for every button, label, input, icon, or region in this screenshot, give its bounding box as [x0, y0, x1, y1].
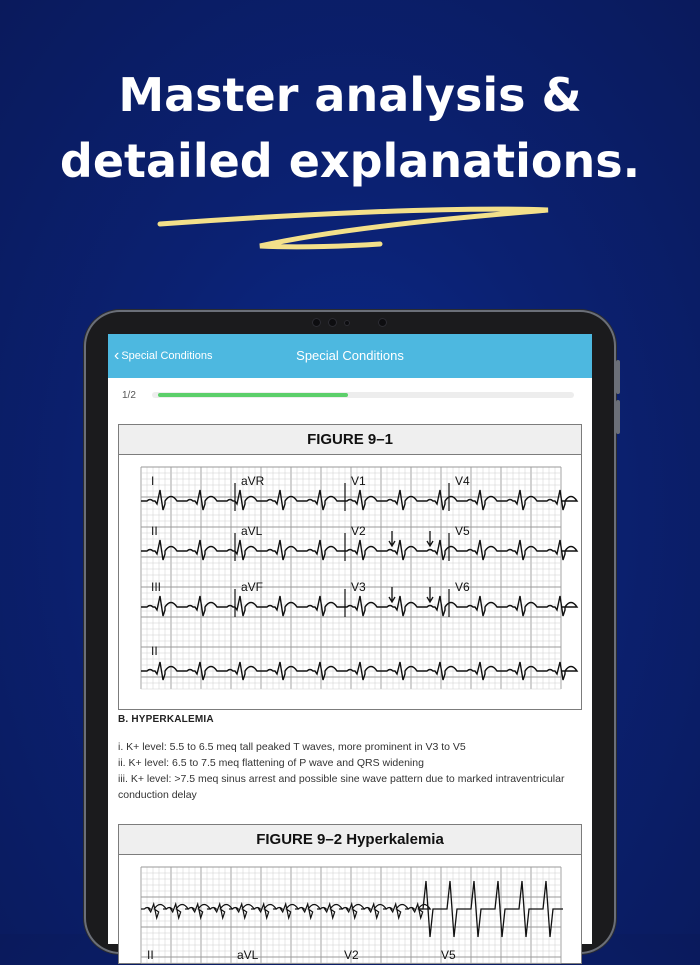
- progress-track: [152, 392, 574, 398]
- progress-fill: [158, 393, 348, 397]
- volume-up-button: [616, 360, 620, 394]
- lead-label: aVF: [241, 580, 264, 594]
- volume-down-button: [616, 400, 620, 434]
- ecg-tracing-hyperkalemia: [119, 855, 581, 965]
- lead-label: V1: [351, 474, 366, 488]
- nav-bar: [108, 334, 592, 378]
- lead-label: II: [147, 948, 154, 962]
- ecg-trace-row: [141, 490, 577, 510]
- chevron-left-icon: ‹: [114, 347, 120, 364]
- lead-label: aVL: [237, 948, 259, 962]
- sensor-dot: [328, 318, 337, 327]
- sensor-dot: [378, 318, 387, 327]
- figure-9-1: [118, 424, 582, 710]
- camera-bar: [312, 318, 392, 328]
- camera-lens: [344, 320, 350, 326]
- headline: [0, 62, 700, 194]
- progress-row: [122, 386, 574, 404]
- arrow-icon: [427, 587, 433, 602]
- arrow-icon: [389, 587, 395, 602]
- lead-label: II: [151, 524, 158, 538]
- figure-title: FIGURE 9–1: [119, 425, 581, 455]
- underline-swoosh: [150, 200, 560, 270]
- list-item: iii. K+ level: >7.5 meq sinus arrest and possible sine wave pattern due to marked intraventricular conduction delay: [118, 773, 565, 801]
- back-label: Special Conditions: [121, 350, 213, 362]
- lead-label: V5: [441, 948, 456, 962]
- tablet-frame: [86, 312, 614, 962]
- lead-label: V2: [344, 948, 359, 962]
- lead-label: I: [151, 474, 155, 488]
- nav-title: Special Conditions: [296, 348, 404, 363]
- figure-title: FIGURE 9–2 Hyperkalemia: [119, 825, 581, 855]
- lead-label: III: [151, 580, 162, 594]
- lead-label: V5: [455, 524, 470, 538]
- list-item: i. K+ level: 5.5 to 6.5 meq tall peaked T waves, more prominent in V3 to V5: [118, 741, 466, 753]
- lead-label: V4: [455, 474, 470, 488]
- app-screen: [108, 334, 592, 962]
- lead-label: V6: [455, 580, 470, 594]
- headline-line-2: detailed explanations.: [59, 134, 641, 188]
- section-title: B. HYPERKALEMIA: [118, 714, 214, 725]
- page-counter: 1/2: [122, 389, 136, 401]
- lead-label: V2: [351, 524, 366, 538]
- list-item: ii. K+ level: 6.5 to 7.5 meq flattening of P wave and QRS widening: [118, 757, 424, 769]
- lead-label: aVR: [241, 474, 265, 488]
- section-body: [118, 739, 578, 803]
- figure-9-2: [118, 824, 582, 964]
- lead-label: II: [151, 644, 158, 658]
- headline-line-1: Master analysis &: [118, 68, 582, 122]
- sensor-dot: [312, 318, 321, 327]
- ecg-tracing-12-lead: [119, 455, 581, 709]
- lead-label: V3: [351, 580, 366, 594]
- lead-label: aVL: [241, 524, 263, 538]
